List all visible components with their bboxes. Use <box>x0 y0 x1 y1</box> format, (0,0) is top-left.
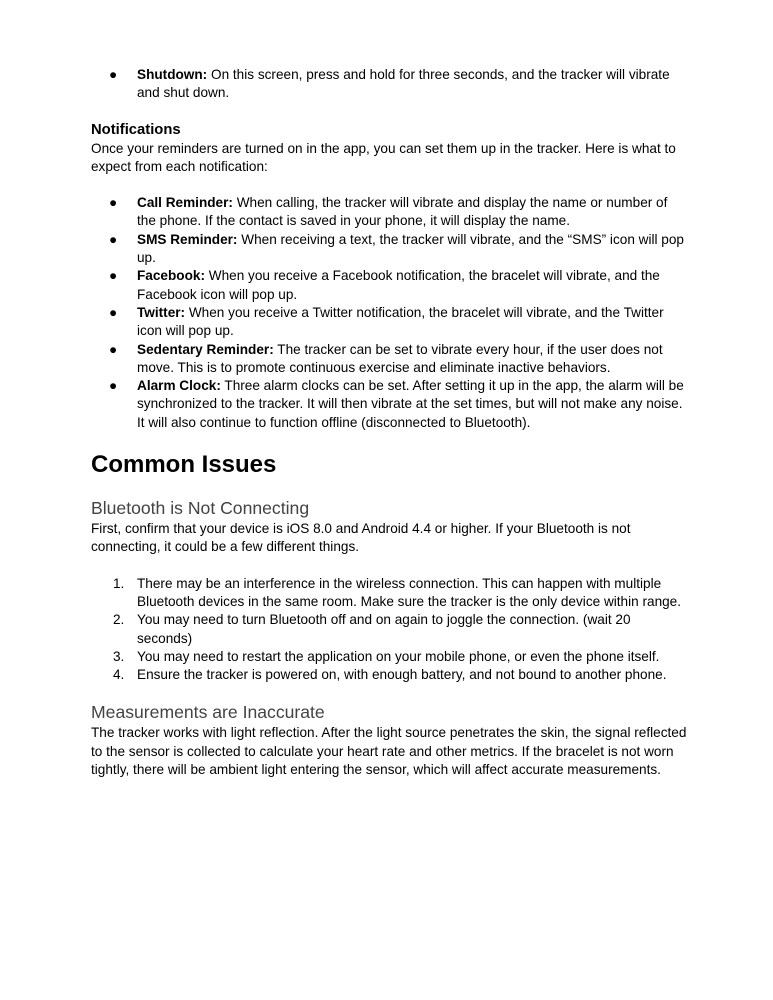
bullet-icon: ● <box>109 378 118 394</box>
step-text: You may need to turn Bluetooth off and on again to joggle the connection. (wait 20 seconds) <box>137 612 631 646</box>
step-number: 4. <box>113 667 125 683</box>
list-item <box>91 66 689 103</box>
bullet-icon: ● <box>109 195 118 211</box>
list-item <box>91 267 689 304</box>
step-number: 2. <box>113 612 125 628</box>
item-label: Alarm Clock: <box>137 378 221 394</box>
item-text: On this screen, press and hold for three seconds, and the tracker will vibrate and shut down. <box>137 67 670 101</box>
item-text: When receiving a text, the tracker will vibrate, and the “SMS” icon will pop up. <box>137 231 684 266</box>
item-label: Shutdown: <box>137 67 208 82</box>
notifications-heading: Notifications <box>91 121 181 138</box>
step-number: 3. <box>113 648 125 664</box>
item-text: The tracker can be set to vibrate every hour, if the user does not move. This is to promote continuous exercise and eliminate inactive behaviors. <box>137 341 663 375</box>
list-item <box>91 231 689 268</box>
list-item <box>91 648 689 666</box>
notifications-intro: Once your reminders are turned on in the app, you can set them up in the tracker. Here is what to expect from each notification: <box>91 140 676 174</box>
item-label: Facebook: <box>137 268 205 284</box>
step-text: You may need to restart the application on your mobile phone, or even the phone itself. <box>137 648 660 664</box>
item-label: SMS Reminder: <box>137 231 238 247</box>
bullet-icon: ● <box>109 67 118 82</box>
item-label: Call Reminder: <box>137 195 233 211</box>
step-text: Ensure the tracker is powered on, with enough battery, and not bound to another phone. <box>137 667 667 683</box>
item-label: Sedentary Reminder: <box>137 341 274 357</box>
step-number: 1. <box>113 575 125 591</box>
common-issues-heading: Common Issues <box>91 451 277 479</box>
item-label: Twitter: <box>137 304 186 320</box>
notification-list <box>91 194 689 432</box>
bluetooth-intro: First, confirm that your device is iOS 8.0 and Android 4.4 or higher. If your Bluetooth is not connecting, it could be a few different things. <box>91 521 631 555</box>
bullet-icon: ● <box>109 268 118 284</box>
top-bullet-list <box>91 66 689 103</box>
bullet-icon: ● <box>109 304 118 320</box>
list-item <box>91 377 689 432</box>
item-text: When you receive a Twitter notification, the bracelet will vibrate, and the Twitter icon will pop up. <box>137 304 664 339</box>
list-item <box>91 575 689 612</box>
list-item <box>91 194 689 231</box>
bullet-icon: ● <box>109 341 118 357</box>
item-text: When calling, the tracker will vibrate and display the name or number of the phone. If the contact is saved in your phone, it will display the name. <box>137 195 668 229</box>
item-text: When you receive a Facebook notification, the bracelet will vibrate, and the Facebook icon will pop up. <box>137 268 660 302</box>
document-content <box>91 66 689 779</box>
measurements-body: The tracker works with light reflection. After the light source penetrates the skin, the signal reflected to the sensor is collected to calculate your heart rate and other metrics. If the bracelet is not worn tightly, there will be ambient light entering the sensor, which will affect accurate measurements. <box>91 725 687 778</box>
bluetooth-steps <box>91 575 689 685</box>
measurements-heading: Measurements are Inaccurate <box>91 702 325 723</box>
step-text: There may be an interference in the wireless connection. This can happen with multiple Bluetooth devices in the same room. Make sure the tracker is the only device within range. <box>137 575 682 609</box>
list-item <box>91 611 689 648</box>
list-item <box>91 666 689 684</box>
list-item <box>91 341 689 378</box>
item-text: Three alarm clocks can be set. After setting it up in the app, the alarm will be synchronized to the tracker. It will then vibrate at the set times, but will not make any noise. It will also continue to function offline (disconnected to Bluetooth). <box>137 378 684 430</box>
bluetooth-heading: Bluetooth is Not Connecting <box>91 498 310 519</box>
list-item <box>91 304 689 341</box>
bullet-icon: ● <box>109 231 118 247</box>
